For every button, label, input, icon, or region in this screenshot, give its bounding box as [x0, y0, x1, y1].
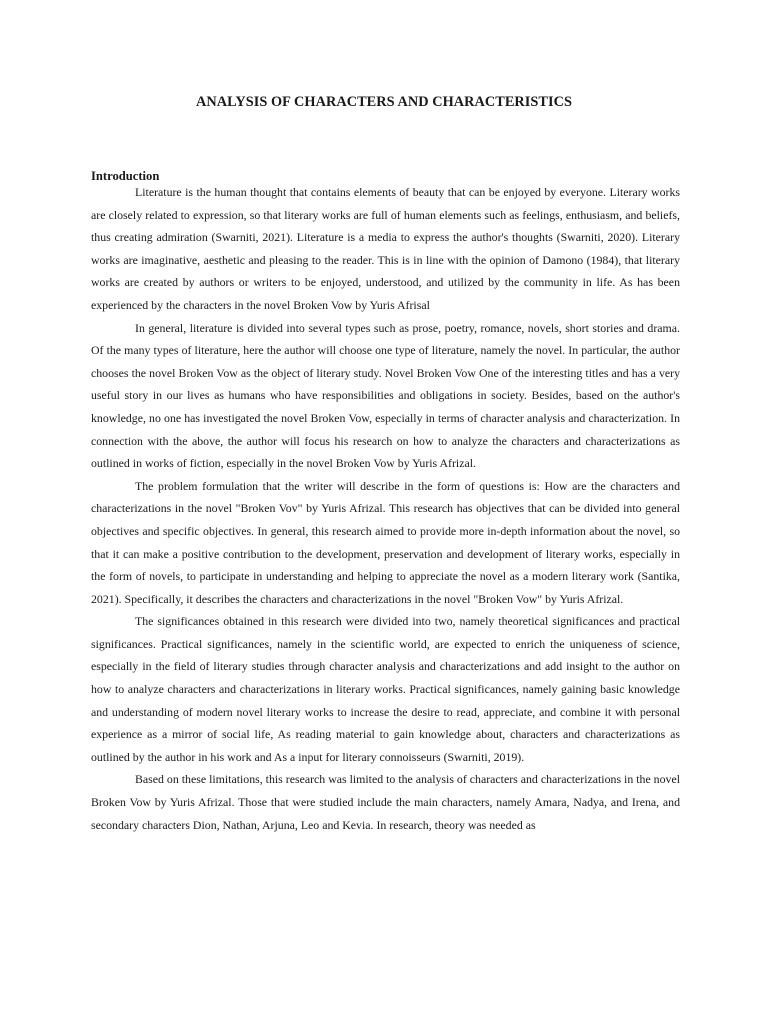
document-body: [91, 169, 680, 836]
page-title: ANALYSIS OF CHARACTERS AND CHARACTERISTICS: [195, 94, 573, 110]
paragraph-4: The significances obtained in this research were divided into two, namely theoretical significances and practical significances. Practical significances, namely in the scientific world, are expected to enrich the uniqueness of science, especially in the field of literary studies through character analysis and characterizations and add insight to the author on how to analyze characters and characterizations in literary works. Practical significances, namely gaining basic knowledge and understanding of modern novel literary works to increase the desire to read, appreciate, and combine it with personal experience as a mirror of social life, As reading material to gain knowledge about, characters and characterizations as outlined by the author in his work and As a input for literary connoisseurs (Swarniti, 2019).: [91, 614, 680, 764]
paragraph-3: The problem formulation that the writer will describe in the form of questions is: How are the characters and characterizations in the novel "Broken Vov" by Yuris Afrizal. This research has objectives that can be divided into general objectives and specific objectives. In general, this research aimed to provide more in-depth information about the novel, so that it can make a positive contribution to the development, preservation and development of literary works, especially in the form of novels, to participate in understanding and helping to appreciate the novel as a modern literary work (Santika, 2021). Specifically, it describes the characters and characterizations in the novel "Broken Vow" by Yuris Afrizal.: [91, 478, 680, 606]
paragraph-2: In general, literature is divided into several types such as prose, poetry, romance, novels, short stories and drama. Of the many types of literature, here the author will choose one type of literature, namely the novel. In particular, the author chooses the novel Broken Vow as the object of literary study. Novel Broken Vow One of the interesting titles and has a very useful story in our lives as humans who have responsibilities and obligations in society. Besides, based on the author's knowledge, no one has investigated the novel Broken Vow, especially in terms of character analysis and characterization. In connection with the above, the author will focus his research on how to analyze the characters and characterizations as outlined in works of fiction, especially in the novel Broken Vow by Yuris Afrizal.: [91, 320, 680, 471]
paragraph-1: Literature is the human thought that contains elements of beauty that can be enjoyed by everyone. Literary works are closely related to expression, so that literary works are full of human elements such as feelings, enthusiasm, and beliefs, thus creating admiration (Swarniti, 2021). Literature is a media to express the author's thoughts (Swarniti, 2020). Literary works are imaginative, aesthetic and pleasing to the reader. This is in line with the opinion of Damono (1984), that literary works are created by authors or writers to be enjoyed, understood, and utilized by the community in life. As has been experienced by the characters in the novel Broken Vow by Yuris Afrisal: [91, 185, 680, 312]
paragraph-5: Based on these limitations, this research was limited to the analysis of characters and characterizations in the novel Broken Vow by Yuris Afrizal. Those that were studied include the main characters, namely Amara, Nadya, and Irena, and secondary characters Dion, Nathan, Arjuna, Leo and Kevia. In research, theory was needed as: [91, 772, 680, 832]
section-heading: Introduction: [91, 169, 160, 183]
